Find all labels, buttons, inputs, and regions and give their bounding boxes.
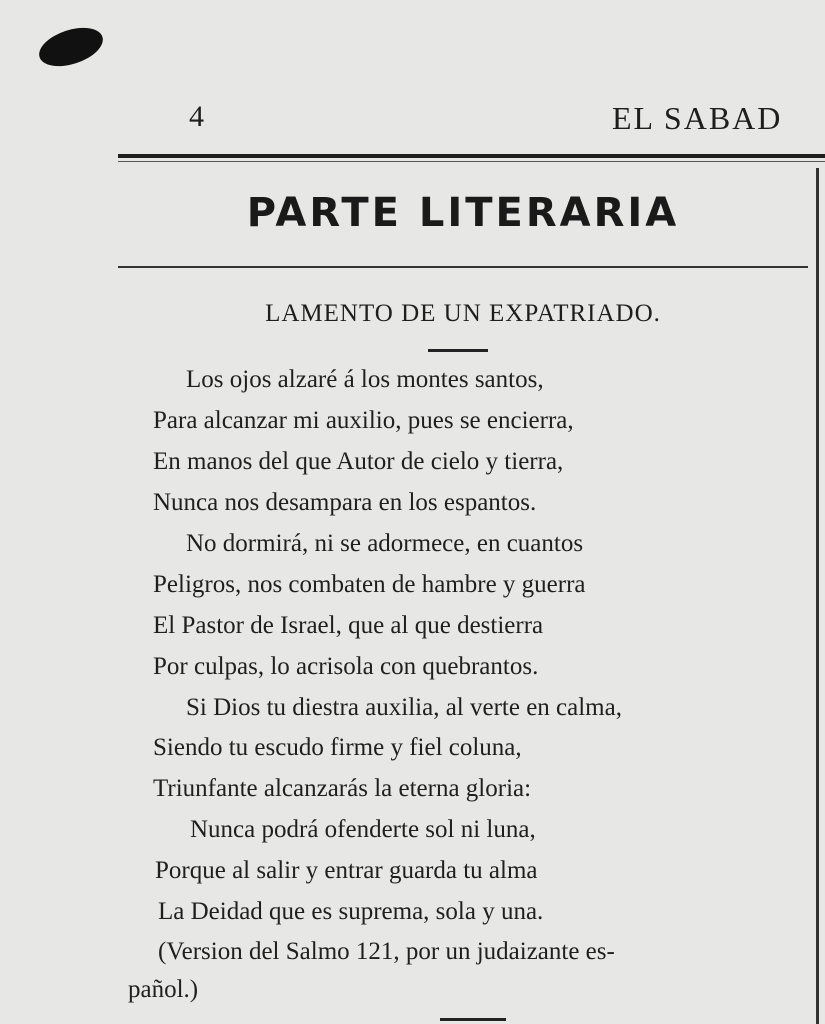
poem-title: LAMENTO DE UN EXPATRIADO. bbox=[265, 300, 661, 327]
title-divider bbox=[428, 349, 488, 352]
poem-line: Para alcanzar mi auxilio, pues se encierra, bbox=[153, 407, 574, 434]
header-rule-thin bbox=[118, 161, 825, 162]
poem-line: Peligros, nos combaten de hambre y guerra bbox=[153, 571, 586, 598]
poem-attribution: pañol.) bbox=[128, 976, 199, 1003]
section-rule bbox=[118, 266, 808, 268]
poem-line: Siendo tu escudo firme y fiel coluna, bbox=[153, 734, 522, 761]
section-title: PARTE LITERARIA bbox=[246, 190, 680, 236]
poem-line: Porque al salir y entrar guarda tu alma bbox=[155, 857, 538, 884]
poem-line: Nunca podrá ofenderte sol ni luna, bbox=[190, 816, 536, 843]
running-head: EL SABAD bbox=[612, 100, 783, 136]
poem-line: En manos del que Autor de cielo y tierra, bbox=[153, 448, 564, 475]
ink-blot bbox=[34, 21, 107, 74]
poem-line: La Deidad que es suprema, sola y una. bbox=[158, 898, 544, 925]
header-rule bbox=[118, 154, 825, 158]
poem-attribution: (Version del Salmo 121, por un judaizante es- bbox=[158, 938, 615, 965]
poem-line: El Pastor de Israel, que al que destierra bbox=[153, 612, 544, 639]
end-divider bbox=[440, 1018, 506, 1021]
poem-line: Triunfante alcanzarás la eterna gloria: bbox=[153, 775, 532, 802]
poem-line: No dormirá, ni se adormece, en cuantos bbox=[186, 530, 584, 557]
poem-line: Nunca nos desampara en los espantos. bbox=[153, 489, 537, 516]
poem-line: Los ojos alzaré á los montes santos, bbox=[186, 366, 544, 393]
poem-line: Si Dios tu diestra auxilia, al verte en calma, bbox=[186, 694, 622, 721]
column-rule bbox=[816, 168, 819, 1024]
poem-line: Por culpas, lo acrisola con quebrantos. bbox=[153, 653, 539, 680]
page-number: 4 bbox=[189, 100, 204, 133]
